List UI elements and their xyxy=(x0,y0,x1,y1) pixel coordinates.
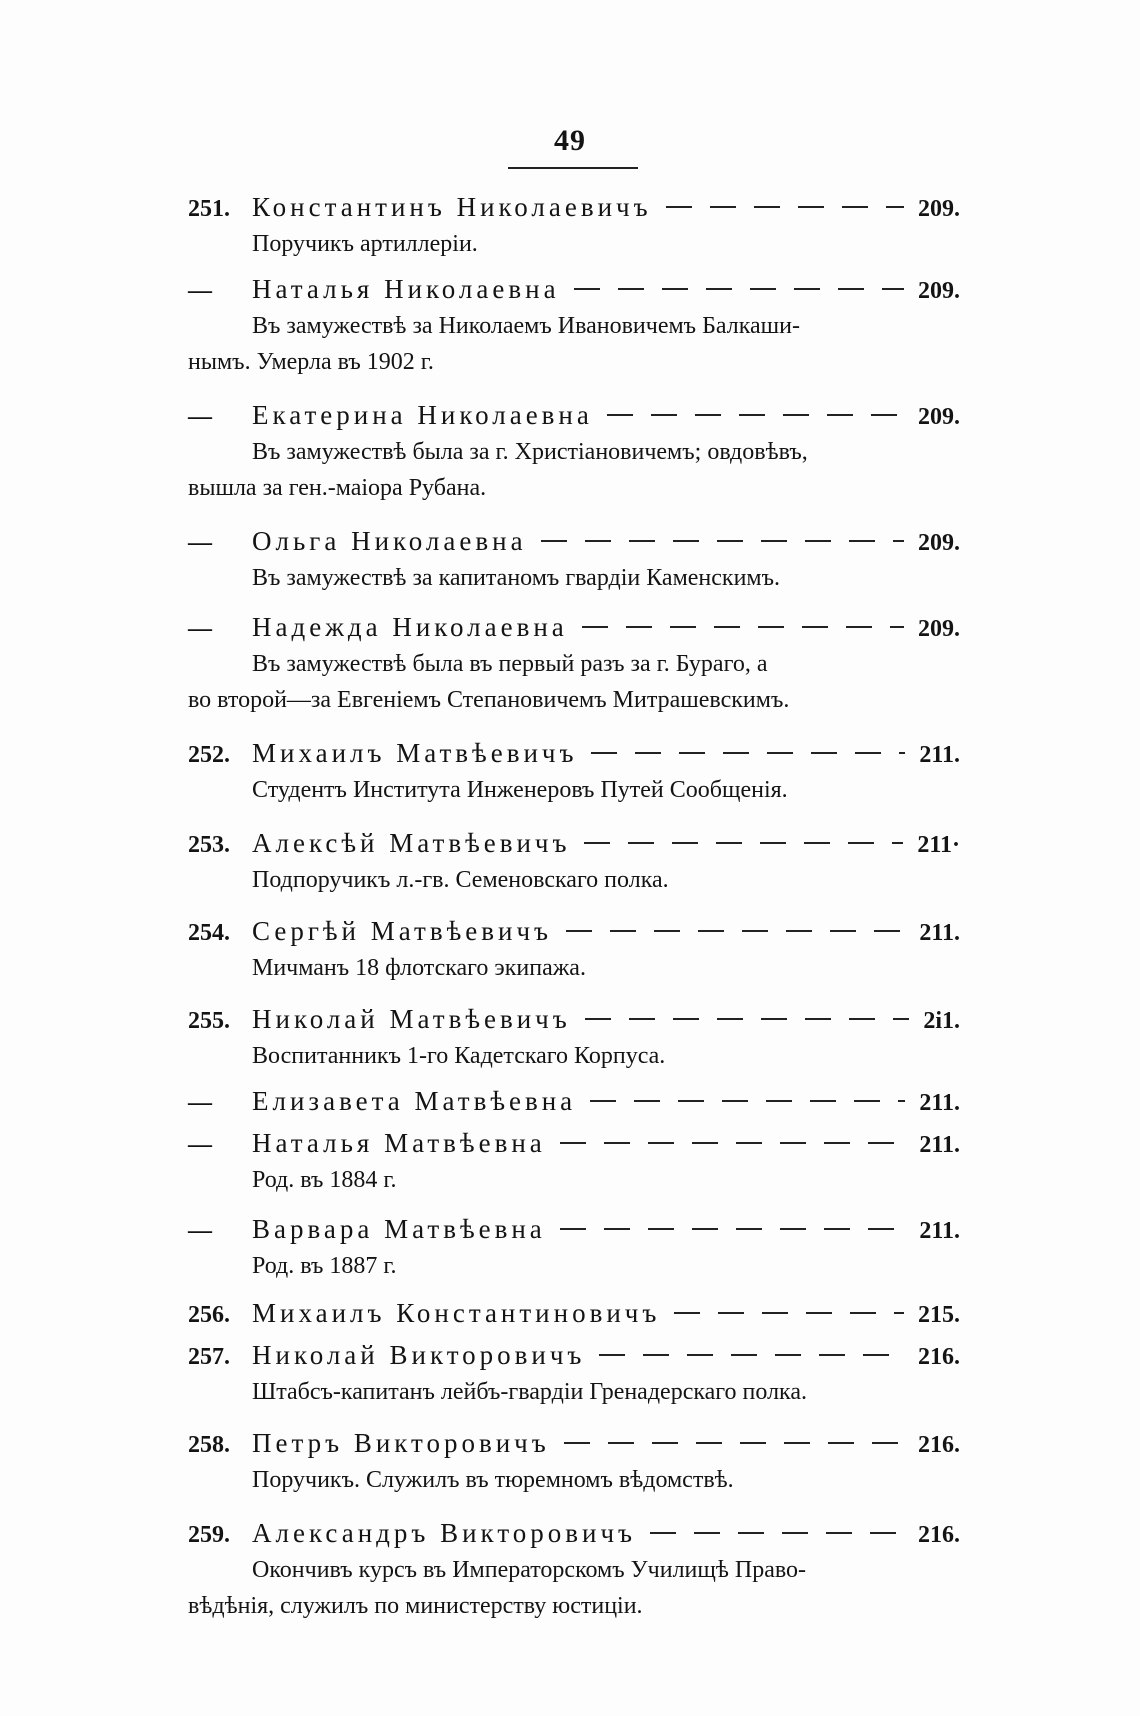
entry-note: Въ замужествѣ за Николаемъ Ивановичемъ Балкаши- xyxy=(252,313,800,339)
entry xyxy=(188,824,960,898)
entry-number: 258. xyxy=(188,1432,230,1458)
entry-number: 252. xyxy=(188,742,230,768)
entry-heading xyxy=(188,824,960,862)
entry-note: Въ замужествѣ была за г. Христіановичемъ; овдовѣвъ, xyxy=(252,439,808,465)
person-name: Ольга Николаевна xyxy=(252,526,527,556)
page-number-rule xyxy=(508,167,638,169)
entry-heading xyxy=(188,270,960,308)
entry-note: Подпоручикъ л.-гв. Семеновскаго полка. xyxy=(252,867,669,893)
dash-leader xyxy=(591,752,905,754)
page-reference: 211. xyxy=(919,1090,960,1116)
entry-number: — xyxy=(188,530,212,556)
dash-leader xyxy=(590,1100,905,1102)
person-name: Михаилъ Матвѣевичъ xyxy=(252,738,578,768)
person-name: Алексѣй Матвѣевичъ xyxy=(252,828,571,858)
entry-heading xyxy=(188,1210,960,1248)
dash-leader xyxy=(585,1018,910,1020)
dash-leader xyxy=(599,1354,904,1356)
entry xyxy=(188,1336,960,1410)
entry-note: Поручикъ. Служилъ въ тюремномъ вѣдомствѣ. xyxy=(252,1467,734,1493)
entry-number: — xyxy=(188,1218,212,1244)
page-reference: 211. xyxy=(919,1218,960,1244)
entry xyxy=(188,396,960,506)
entry-heading xyxy=(188,396,960,434)
person-name: Надежда Николаевна xyxy=(252,612,568,642)
entry-note: Род. въ 1884 г. xyxy=(252,1167,397,1193)
entry-number: 253. xyxy=(188,832,230,858)
dash-leader xyxy=(560,1142,906,1144)
entry-note: Въ замужествѣ за капитаномъ гвардіи Каменскимъ. xyxy=(252,565,781,591)
entry xyxy=(188,1210,960,1284)
person-name: Николай Викторовичъ xyxy=(252,1340,586,1370)
dash-leader xyxy=(674,1312,904,1314)
entry-note: нымъ. Умерла въ 1902 г. xyxy=(188,349,434,375)
dash-leader xyxy=(564,1442,904,1444)
entry-number: 255. xyxy=(188,1008,230,1034)
entry-heading xyxy=(188,1336,960,1374)
page-reference: 216. xyxy=(918,1344,960,1370)
entry-number: 257. xyxy=(188,1344,230,1370)
page-reference: 211· xyxy=(917,832,960,858)
page-reference: 209. xyxy=(918,196,960,222)
entry-heading xyxy=(188,522,960,560)
person-name: Наталья Матвѣевна xyxy=(252,1128,546,1158)
dash-leader xyxy=(650,1532,904,1534)
entry-heading xyxy=(188,1294,960,1332)
person-name: Александръ Викторовичъ xyxy=(252,1518,636,1548)
page-reference: 209. xyxy=(918,278,960,304)
page-reference: 215. xyxy=(918,1302,960,1328)
page-reference: 216. xyxy=(918,1522,960,1548)
entry xyxy=(188,608,960,718)
entry xyxy=(188,1082,960,1120)
entry-number: — xyxy=(188,404,212,430)
entry-note: Штабсъ-капитанъ лейбъ-гвардіи Гренадерскаго полка. xyxy=(252,1379,807,1405)
dash-leader xyxy=(607,414,904,416)
entry-heading xyxy=(188,608,960,646)
dash-leader xyxy=(574,288,904,290)
person-name: Михаилъ Константиновичъ xyxy=(252,1298,661,1328)
entry xyxy=(188,270,960,380)
entry-note: Мичманъ 18 флотскаго экипажа. xyxy=(252,955,586,981)
entry-number: — xyxy=(188,616,212,642)
person-name: Екатерина Николаевна xyxy=(252,400,593,430)
entry-note: Окончивъ курсъ въ Императорскомъ Училищѣ Право- xyxy=(252,1557,807,1583)
dash-leader xyxy=(584,842,903,844)
dash-leader xyxy=(666,206,904,208)
dash-leader xyxy=(566,930,905,932)
entry-note: Воспитанникъ 1-го Кадетскаго Корпуса. xyxy=(252,1043,666,1069)
entry xyxy=(188,912,960,986)
page-reference: 209. xyxy=(918,530,960,556)
entry-number: 254. xyxy=(188,920,230,946)
entry-heading xyxy=(188,1000,960,1038)
page-number: 49 xyxy=(554,124,586,157)
entry-heading xyxy=(188,912,960,950)
entry-heading xyxy=(188,188,960,226)
entry-number: 259. xyxy=(188,1522,230,1548)
entry-number: 251. xyxy=(188,196,230,222)
entry xyxy=(188,188,960,262)
entry xyxy=(188,1514,960,1624)
person-name: Наталья Николаевна xyxy=(252,274,560,304)
dash-leader xyxy=(541,540,904,542)
entry-note: вышла за ген.-маіора Рубана. xyxy=(188,475,487,501)
dash-leader xyxy=(560,1228,906,1230)
entry-note: Поручикъ артиллеріи. xyxy=(252,231,478,257)
entry xyxy=(188,734,960,808)
entry-number: — xyxy=(188,278,212,304)
page-reference: 209. xyxy=(918,616,960,642)
page-reference: 211. xyxy=(919,742,960,768)
page-reference: 211. xyxy=(919,1132,960,1158)
entry-number: — xyxy=(188,1132,212,1158)
entry xyxy=(188,1124,960,1198)
entry-number: 256. xyxy=(188,1302,230,1328)
entry-heading xyxy=(188,734,960,772)
entry-note: во второй—за Евгеніемъ Степановичемъ Митрашевскимъ. xyxy=(188,687,790,713)
person-name: Николай Матвѣевичъ xyxy=(252,1004,571,1034)
entry-note: Въ замужествѣ была въ первый разъ за г. Бураго, а xyxy=(252,651,768,677)
entry xyxy=(188,1294,960,1332)
page-reference: 209. xyxy=(918,404,960,430)
entry-heading xyxy=(188,1082,960,1120)
dash-leader xyxy=(582,626,904,628)
genealogy-list xyxy=(188,188,960,1636)
person-name: Константинъ Николаевичъ xyxy=(252,192,652,222)
entry xyxy=(188,1000,960,1074)
page-reference: 2і1. xyxy=(923,1008,960,1034)
page-reference: 211. xyxy=(919,920,960,946)
entry-heading xyxy=(188,1424,960,1462)
entry-heading xyxy=(188,1124,960,1162)
entry-number: — xyxy=(188,1090,212,1116)
person-name: Елизавета Матвѣевна xyxy=(252,1086,577,1116)
page-reference: 216. xyxy=(918,1432,960,1458)
entry-note: Род. въ 1887 г. xyxy=(252,1253,397,1279)
entry-note: вѣдѣнія, служилъ по министерству юстиціи. xyxy=(188,1593,643,1619)
entry xyxy=(188,1424,960,1498)
entry xyxy=(188,522,960,596)
person-name: Сергѣй Матвѣевичъ xyxy=(252,916,552,946)
person-name: Варвара Матвѣевна xyxy=(252,1214,546,1244)
entry-heading xyxy=(188,1514,960,1552)
entry-note: Студентъ Института Инженеровъ Путей Сообщенія. xyxy=(252,777,788,803)
person-name: Петръ Викторовичъ xyxy=(252,1428,550,1458)
